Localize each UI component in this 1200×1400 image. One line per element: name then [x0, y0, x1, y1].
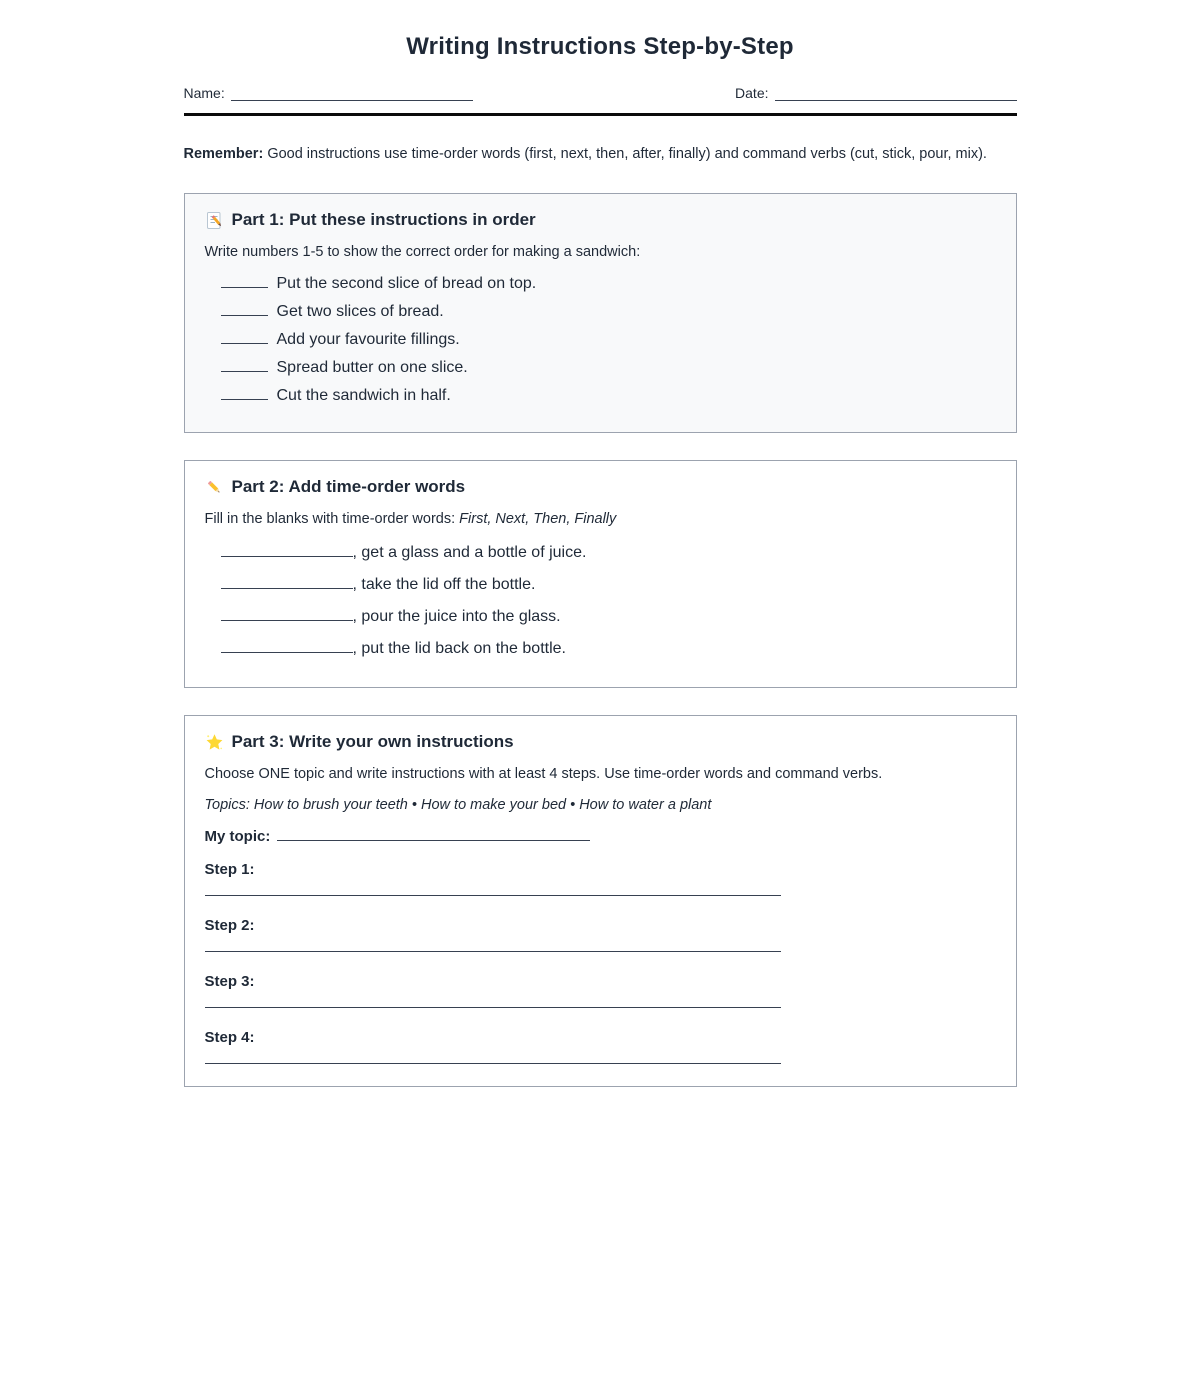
step-block — [205, 1029, 996, 1064]
part2-intro — [205, 511, 996, 527]
time-word-blank[interactable] — [221, 641, 353, 653]
my-topic-row — [205, 828, 996, 845]
order-blank[interactable] — [221, 276, 268, 288]
step-label: Step 1: — [204, 861, 255, 879]
part3-section — [184, 715, 1017, 1087]
reminder-note — [184, 144, 1017, 164]
my-topic-blank[interactable] — [277, 829, 590, 841]
pencil-icon — [205, 478, 224, 497]
order-item — [205, 270, 996, 298]
part3-topics: Topics: How to brush your teeth • How to make your bed • How to water a plant — [204, 797, 712, 814]
step-label: Step 4: — [204, 1029, 255, 1047]
step-label: Step 2: — [204, 917, 255, 935]
part3-heading — [205, 732, 996, 752]
part2-section — [184, 460, 1017, 688]
part3-title: Part 3: Write your own instructions — [231, 732, 514, 752]
time-word-blank[interactable] — [221, 609, 353, 621]
part2-intro-text: Fill in the blanks with time-order words: — [204, 511, 456, 528]
order-item-text: Cut the sandwich in half. — [276, 387, 451, 405]
reminder-label: Remember: — [183, 146, 264, 162]
fill-item-text: , take the lid off the bottle. — [352, 576, 536, 594]
step-label: Step 3: — [204, 973, 255, 991]
header-divider — [184, 113, 1017, 116]
order-item-text: Put the second slice of bread on top. — [276, 275, 537, 293]
step-block — [205, 917, 996, 952]
part3-intro: Choose ONE topic and write instructions with at least 4 steps. Use time-order words and command verbs. — [204, 766, 883, 783]
order-blank[interactable] — [221, 360, 268, 372]
order-blank[interactable] — [221, 388, 268, 400]
order-item — [205, 298, 996, 326]
reminder-text: Good instructions use time-order words (first, next, then, after, finally) and command verbs (cut, stick, pour, mix). — [267, 146, 987, 162]
step-answer-line[interactable] — [205, 1007, 781, 1008]
step-answer-line[interactable] — [205, 1063, 781, 1064]
fill-item — [205, 601, 996, 633]
date-field — [735, 85, 1016, 101]
my-topic-label: My topic: — [204, 828, 271, 846]
part1-intro: Write numbers 1-5 to show the correct order for making a sandwich: — [204, 244, 641, 261]
order-blank[interactable] — [221, 332, 268, 344]
name-label: Name: — [183, 85, 225, 101]
order-item — [205, 326, 996, 354]
step-answer-line[interactable] — [205, 951, 781, 952]
step-block — [205, 861, 996, 896]
memo-icon — [205, 211, 224, 230]
step-answer-line[interactable] — [205, 895, 781, 896]
order-blank[interactable] — [221, 304, 268, 316]
name-field — [184, 85, 473, 101]
fill-item — [205, 569, 996, 601]
date-input-line[interactable] — [775, 87, 1017, 101]
fill-item — [205, 633, 996, 665]
fill-item-text: , put the lid back on the bottle. — [352, 640, 566, 658]
fill-item — [205, 537, 996, 569]
name-date-row — [184, 85, 1017, 101]
part2-word-bank: First, Next, Then, Finally — [459, 511, 617, 528]
part2-heading — [205, 477, 996, 497]
fill-item-text: , get a glass and a bottle of juice. — [352, 544, 587, 562]
order-item-text: Get two slices of bread. — [276, 303, 444, 321]
page-title: Writing Instructions Step-by-Step — [406, 33, 794, 60]
order-item-text: Add your favourite fillings. — [276, 331, 460, 349]
star-icon — [205, 733, 224, 752]
time-word-blank[interactable] — [221, 577, 353, 589]
time-word-blank[interactable] — [221, 545, 353, 557]
fill-item-text: , pour the juice into the glass. — [352, 608, 561, 626]
order-item — [205, 382, 996, 410]
worksheet-page — [184, 0, 1017, 1087]
order-item — [205, 354, 996, 382]
part1-section — [184, 193, 1017, 433]
part2-title: Part 2: Add time-order words — [231, 477, 466, 497]
part1-title: Part 1: Put these instructions in order — [231, 210, 536, 230]
name-input-line[interactable] — [231, 87, 473, 101]
step-block — [205, 973, 996, 1008]
date-label: Date: — [735, 85, 769, 101]
part1-heading — [205, 210, 996, 230]
order-item-text: Spread butter on one slice. — [276, 359, 468, 377]
